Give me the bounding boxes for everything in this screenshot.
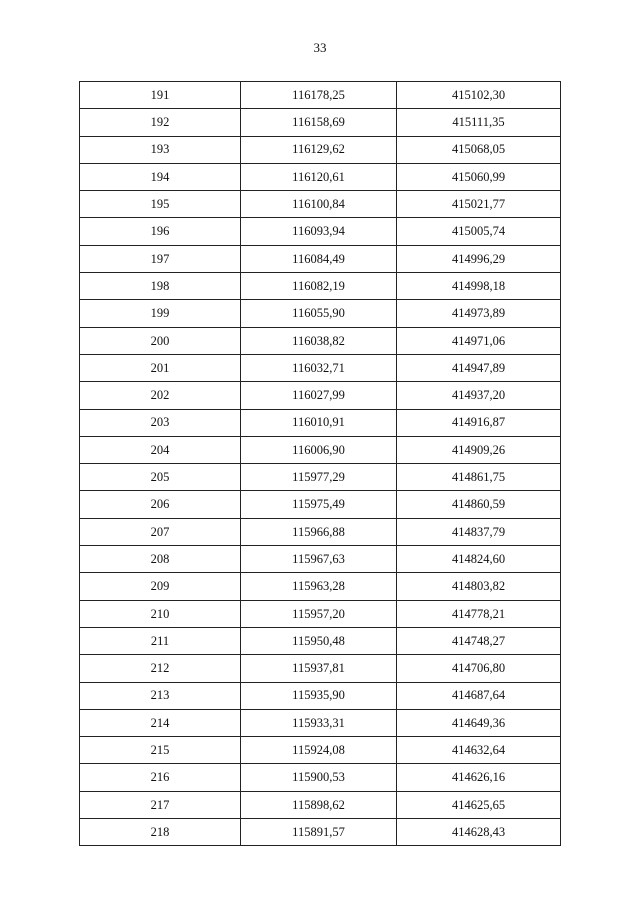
point-number-cell: 208: [80, 546, 241, 573]
table-row: [80, 518, 561, 545]
y-coordinate-cell: 414628,43: [397, 819, 561, 846]
y-coordinate-cell: 414860,59: [397, 491, 561, 518]
y-coordinate-cell: 415005,74: [397, 218, 561, 245]
x-coordinate-cell: 116010,91: [241, 409, 397, 436]
y-coordinate-cell: 414748,27: [397, 627, 561, 654]
table-row: [80, 491, 561, 518]
table-row: [80, 600, 561, 627]
y-coordinate-cell: 415060,99: [397, 163, 561, 190]
x-coordinate-cell: 116100,84: [241, 191, 397, 218]
table-row: [80, 573, 561, 600]
x-coordinate-cell: 116027,99: [241, 382, 397, 409]
y-coordinate-cell: 414824,60: [397, 546, 561, 573]
table-row: [80, 791, 561, 818]
x-coordinate-cell: 116129,62: [241, 136, 397, 163]
table-row: [80, 764, 561, 791]
y-coordinate-cell: 414778,21: [397, 600, 561, 627]
table-row: [80, 409, 561, 436]
x-coordinate-cell: 116093,94: [241, 218, 397, 245]
point-number-cell: 194: [80, 163, 241, 190]
y-coordinate-cell: 415068,05: [397, 136, 561, 163]
x-coordinate-cell: 115935,90: [241, 682, 397, 709]
x-coordinate-cell: 116055,90: [241, 300, 397, 327]
y-coordinate-cell: 414916,87: [397, 409, 561, 436]
x-coordinate-cell: 115900,53: [241, 764, 397, 791]
point-number-cell: 209: [80, 573, 241, 600]
x-coordinate-cell: 115967,63: [241, 546, 397, 573]
point-number-cell: 198: [80, 273, 241, 300]
x-coordinate-cell: 115975,49: [241, 491, 397, 518]
y-coordinate-cell: 414937,20: [397, 382, 561, 409]
point-number-cell: 214: [80, 709, 241, 736]
y-coordinate-cell: 414649,36: [397, 709, 561, 736]
x-coordinate-cell: 115957,20: [241, 600, 397, 627]
y-coordinate-cell: 414947,89: [397, 354, 561, 381]
x-coordinate-cell: 116178,25: [241, 82, 397, 109]
x-coordinate-cell: 115933,31: [241, 709, 397, 736]
table-row: [80, 109, 561, 136]
point-number-cell: 215: [80, 737, 241, 764]
point-number-cell: 203: [80, 409, 241, 436]
point-number-cell: 205: [80, 464, 241, 491]
y-coordinate-cell: 415021,77: [397, 191, 561, 218]
table-row: [80, 136, 561, 163]
point-number-cell: 201: [80, 354, 241, 381]
point-number-cell: 195: [80, 191, 241, 218]
table-row: [80, 191, 561, 218]
table-row: [80, 709, 561, 736]
table-row: [80, 627, 561, 654]
point-number-cell: 210: [80, 600, 241, 627]
x-coordinate-cell: 116158,69: [241, 109, 397, 136]
point-number-cell: 196: [80, 218, 241, 245]
point-number-cell: 199: [80, 300, 241, 327]
point-number-cell: 217: [80, 791, 241, 818]
x-coordinate-cell: 115963,28: [241, 573, 397, 600]
x-coordinate-cell: 115950,48: [241, 627, 397, 654]
y-coordinate-cell: 414632,64: [397, 737, 561, 764]
point-number-cell: 191: [80, 82, 241, 109]
y-coordinate-cell: 415102,30: [397, 82, 561, 109]
y-coordinate-cell: 414626,16: [397, 764, 561, 791]
y-coordinate-cell: 414996,29: [397, 245, 561, 272]
point-number-cell: 197: [80, 245, 241, 272]
point-number-cell: 207: [80, 518, 241, 545]
table-row: [80, 245, 561, 272]
point-number-cell: 216: [80, 764, 241, 791]
x-coordinate-cell: 115937,81: [241, 655, 397, 682]
x-coordinate-cell: 116032,71: [241, 354, 397, 381]
point-number-cell: 202: [80, 382, 241, 409]
table-row: [80, 354, 561, 381]
table-row: [80, 436, 561, 463]
table-row: [80, 819, 561, 846]
y-coordinate-cell: 414625,65: [397, 791, 561, 818]
y-coordinate-cell: 414837,79: [397, 518, 561, 545]
y-coordinate-cell: 414706,80: [397, 655, 561, 682]
y-coordinate-cell: 415111,35: [397, 109, 561, 136]
x-coordinate-cell: 115898,62: [241, 791, 397, 818]
page-number: 33: [313, 40, 327, 55]
y-coordinate-cell: 414687,64: [397, 682, 561, 709]
point-number-cell: 218: [80, 819, 241, 846]
point-number-cell: 192: [80, 109, 241, 136]
table-row: [80, 327, 561, 354]
point-number-cell: 211: [80, 627, 241, 654]
table-row: [80, 464, 561, 491]
y-coordinate-cell: 414861,75: [397, 464, 561, 491]
x-coordinate-cell: 115966,88: [241, 518, 397, 545]
table-row: [80, 300, 561, 327]
table-row: [80, 82, 561, 109]
table-row: [80, 737, 561, 764]
y-coordinate-cell: 414998,18: [397, 273, 561, 300]
point-number-cell: 204: [80, 436, 241, 463]
coordinates-table-body: [80, 82, 561, 846]
table-row: [80, 655, 561, 682]
point-number-cell: 206: [80, 491, 241, 518]
point-number-cell: 200: [80, 327, 241, 354]
x-coordinate-cell: 116120,61: [241, 163, 397, 190]
table-row: [80, 163, 561, 190]
table-row: [80, 682, 561, 709]
table-row: [80, 273, 561, 300]
x-coordinate-cell: 116084,49: [241, 245, 397, 272]
y-coordinate-cell: 414973,89: [397, 300, 561, 327]
x-coordinate-cell: 116082,19: [241, 273, 397, 300]
x-coordinate-cell: 116038,82: [241, 327, 397, 354]
x-coordinate-cell: 115891,57: [241, 819, 397, 846]
y-coordinate-cell: 414971,06: [397, 327, 561, 354]
table-row: [80, 218, 561, 245]
table-row: [80, 382, 561, 409]
point-number-cell: 193: [80, 136, 241, 163]
x-coordinate-cell: 115977,29: [241, 464, 397, 491]
point-number-cell: 212: [80, 655, 241, 682]
x-coordinate-cell: 115924,08: [241, 737, 397, 764]
coordinates-table: [79, 81, 561, 846]
y-coordinate-cell: 414909,26: [397, 436, 561, 463]
x-coordinate-cell: 116006,90: [241, 436, 397, 463]
table-row: [80, 546, 561, 573]
y-coordinate-cell: 414803,82: [397, 573, 561, 600]
point-number-cell: 213: [80, 682, 241, 709]
